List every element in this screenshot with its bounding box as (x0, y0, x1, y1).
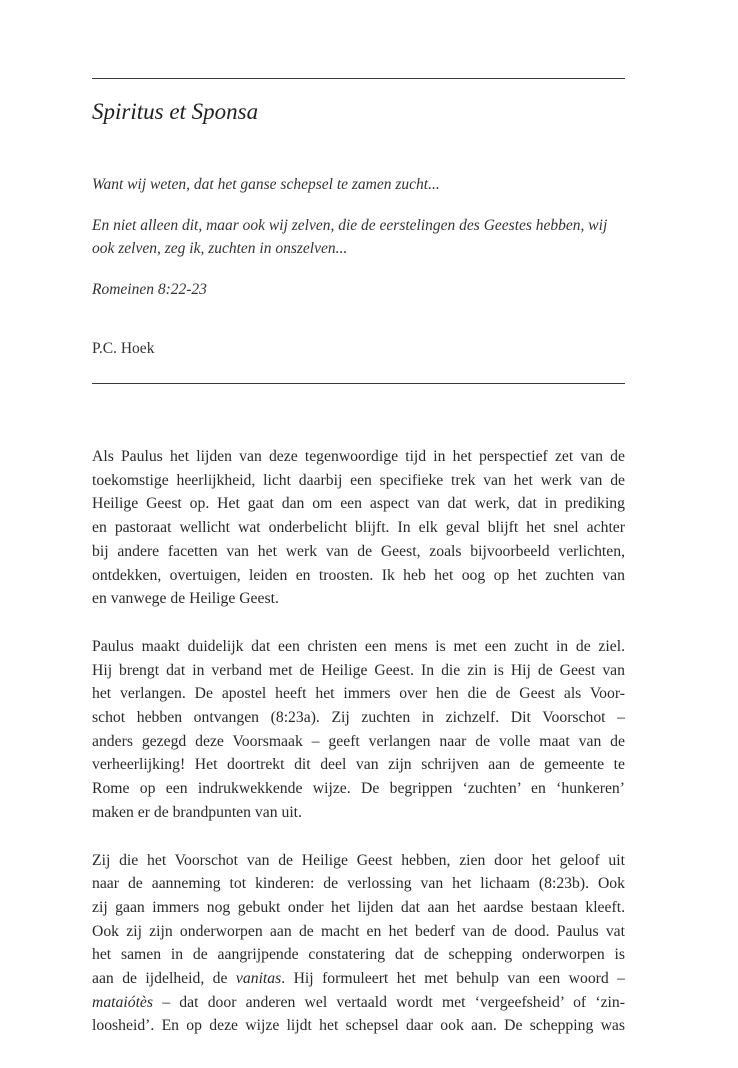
text-line: toekomstige heerlijkheid, licht daarbij een specifieke trek van het werk van de (92, 471, 625, 489)
text-line: aan de ijdelheid, de vanitas. Hij formuleert het met behulp van een woord – (92, 970, 626, 988)
text-line: bij andere facetten van het werk van de Geest, zoals bijvoorbeeld verlichten, (92, 542, 625, 560)
text-line: het verlangen. De apostel heeft het immers over hen die de Geest als Voor- (92, 685, 625, 703)
text-line: en vanwege de Heilige Geest. (92, 590, 279, 608)
text-line: en pastoraat wellicht wat onderbelicht blijft. In elk geval blijft het snel achter (92, 519, 625, 537)
paragraph-1 (92, 445, 625, 611)
epigraph-reference: Romeinen 8:22-23 (92, 281, 207, 298)
text-line: naar de aanneming tot kinderen: de verlossing van het lichaam (8:23b). Ook (92, 875, 625, 893)
text-line: ontdekken, overtuigen, leiden en troosten. Ik heb het oog op het zuchten van (92, 566, 625, 584)
epigraph-line-2: En niet alleen dit, maar ook wij zelven, die de eerstelingen des Geestes hebben, wij ook zelven, zeg ik, zuchten in onszelven... (92, 217, 608, 257)
text-line: verheerlijking! Het doortrekt dit deel van zijn schrijven aan de gemeente te (92, 756, 625, 774)
bottom-rule (92, 383, 625, 384)
paragraph-2 (92, 635, 625, 825)
text-line: maken er de brandpunten van uit. (92, 803, 302, 821)
text-line: Rome op een indrukwekkende wijze. De begrippen ‘zuchten’ en ‘hunkeren’ (92, 780, 625, 798)
paragraph-3 (92, 849, 625, 1039)
text-line: Heilige Geest op. Het gaat dan om een aspect van dat werk, dat in prediking (92, 495, 625, 513)
text-line: Als Paulus het lijden van deze tegenwoordige tijd in het perspectief zet van de (92, 448, 625, 465)
text-line: Zij die het Voorschot van de Heilige Geest hebben, zien door het geloof uit (92, 851, 625, 869)
text-line: Paulus maakt duidelijk dat een christen een mens is met een zucht in de ziel. (92, 637, 625, 655)
body-text (92, 445, 625, 1062)
text-line: anders gezegd deze Voorsmaak – geeft verlangen naar de volle maat van de (92, 732, 625, 750)
author-name: P.C. Hoek (92, 340, 155, 357)
epigraph-line-1: Want wij weten, dat het ganse schepsel te zamen zucht... (92, 176, 440, 193)
text-line: mataiótès – dat door anderen wel vertaald wordt met ‘vergeefsheid’ of ‘zin- (92, 993, 625, 1011)
chapter-title: Spiritus et Sponsa (92, 99, 259, 124)
text-line: schot hebben ontvangen (8:23a). Zij zuchten in zichzelf. Dit Voorschot – (92, 709, 625, 727)
text-line: loosheid’. En op deze wijze lijdt het schepsel daar ook aan. De schepping was (92, 1017, 625, 1035)
text-line: Ook zij zijn onderworpen aan de macht en het bederf van de dood. Paulus vat (92, 922, 625, 940)
top-rule (92, 78, 625, 79)
text-line: Hij brengt dat in verband met de Heilige Geest. In die zin is Hij de Geest van (92, 661, 625, 679)
text-line: zij gaan immers nog gebukt onder het lijden dat aan het aardse bestaan kleeft. (92, 898, 625, 916)
text-line: het samen in de aangrijpende constatering dat de schepping onderworpen is (92, 946, 625, 964)
